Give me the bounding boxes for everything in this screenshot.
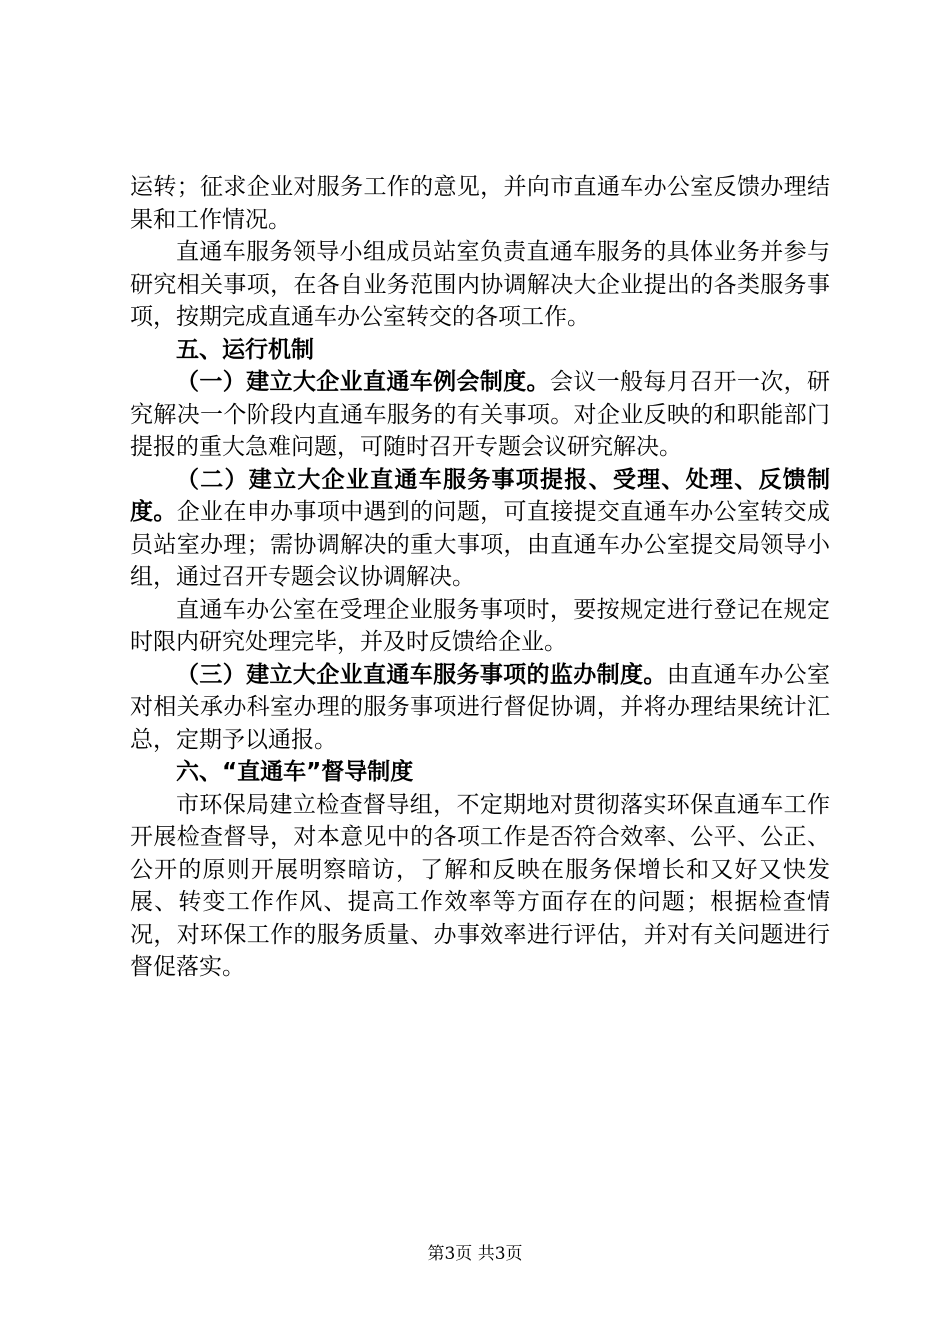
paragraph-submission-system [130, 464, 830, 594]
paragraph-text: 直通车办公室在受理企业服务事项时，要按规定进行登记在规定时限内研究处理完毕，并及时反馈给企业。 [130, 596, 830, 655]
paragraph-continuation [130, 171, 830, 236]
paragraph-lead-bold: （三）建立大企业直通车服务事项的监办制度。 [176, 661, 667, 688]
paragraph-inspection-details [130, 789, 830, 984]
paragraph-meeting-system [130, 366, 830, 464]
section-heading-operation-mechanism [130, 334, 830, 367]
paragraph-text: 直通车服务领导小组成员站室负责直通车服务的具体业务并参与研究相关事项，在各自业务范围内协调解决大企业提出的各类服务事项，按期完成直通车办公室转交的各项工作。 [130, 239, 830, 330]
paragraph-supervision-system [130, 659, 830, 757]
heading-text: 六、“直通车”督导制度 [176, 759, 414, 785]
paragraph-text: 市环保局建立检查督导组，不定期地对贯彻落实环保直通车工作开展检查督导，对本意见中的各项工作是否符合效率、公平、公正、公开的原则开展明察暗访，了解和反映在服务保增长和又好又快发展、转变工作作风、提高工作效率等方面存在的问题；根据检查情况，对环保工作的服务质量、办事效率进行评估，并对有关问题进行督促落实。 [130, 791, 830, 980]
paragraph-text: 会议一般每月召开一次，研究解决一个阶段内直通车服务的有关事项。对企业反映的和职能部门提报的重大急难问题，可随时召开专题会议研究解决。 [130, 369, 831, 460]
page-number-footer: 第3页 共3页 [427, 1244, 523, 1264]
paragraph-office-registration [130, 594, 830, 659]
paragraph-team-duties [130, 236, 830, 334]
heading-text: 五、运行机制 [176, 336, 314, 363]
paragraph-text: 企业在申办事项中遇到的问题，可直接提交直通车办公室转交成员站室办理；需协调解决的重大事项，由直通车办公室提交局领导小组，通过召开专题会议协调解决。 [130, 499, 831, 590]
paragraph-lead-bold: （一）建立大企业直通车例会制度。 [176, 369, 550, 395]
section-heading-inspection-system [130, 756, 830, 789]
document-body [130, 171, 830, 984]
paragraph-text: 运转；征求企业对服务工作的意见，并向市直通车办公室反馈办理结果和工作情况。 [130, 174, 830, 233]
paragraph-lead-bold: （二）建立大企业直通车服务事项提报、受理、处理、反馈制度。 [130, 466, 830, 525]
paragraph-text: 由直通车办公室对相关承办科室办理的服务事项进行督促协调，并将办理结果统计汇总，定期予以通报。 [130, 661, 831, 753]
